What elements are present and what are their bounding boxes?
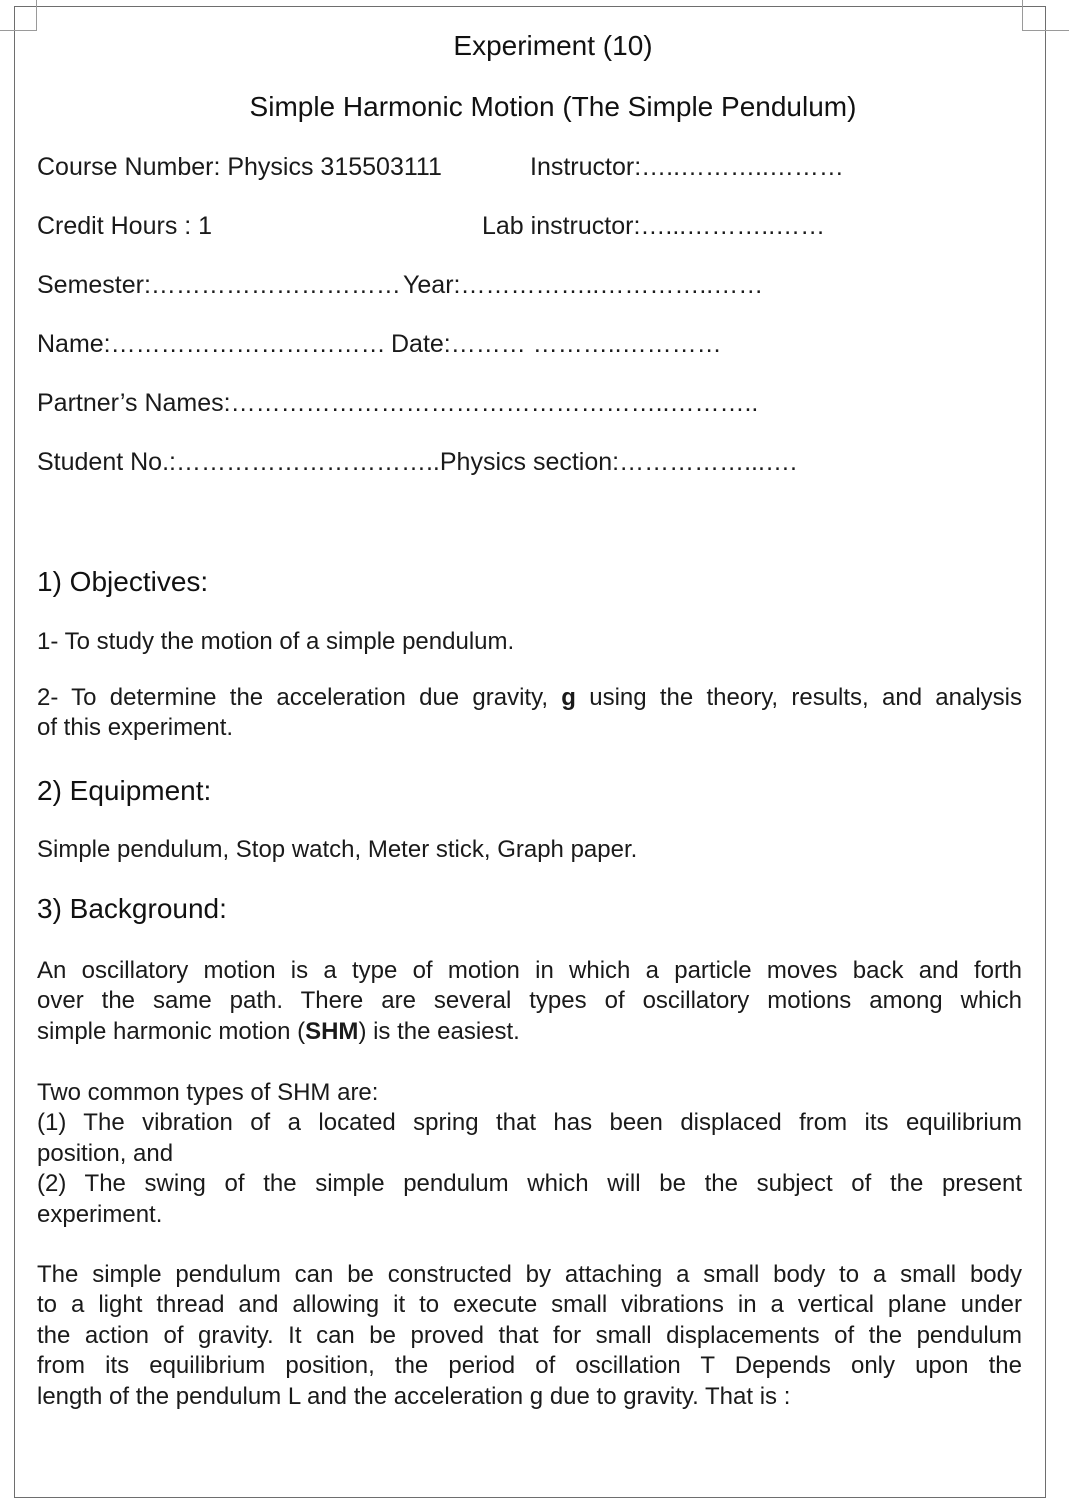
corner-mark-top-right — [1022, 0, 1069, 31]
background-heading: 3) Background: — [37, 893, 227, 924]
student-no-field: Student No.:…………………………..Physics section:……………...…. — [37, 448, 797, 476]
background-p3-line-5: length of the pendulum L and the acceleration g due to gravity. That is : — [37, 1382, 791, 1410]
experiment-title: Experiment (10) — [453, 30, 653, 61]
instructor-field: Instructor:…..………..……… — [530, 153, 844, 181]
background-p1-line-1: An oscillatory motion is a type of motion in which a particle moves back and forth — [37, 957, 1022, 984]
shm-abbreviation: SHM — [305, 1017, 359, 1045]
background-p3-line-4: from its equilibrium position, the period of oscillation T Depends only upon the — [37, 1352, 1022, 1380]
background-p1-line-2: over the same path. There are several types of oscillatory motions among which — [37, 987, 1022, 1015]
date-field: Date:……… ………..………… — [391, 330, 722, 358]
corner-mark-top-left — [0, 0, 37, 31]
equipment-heading: 2) Equipment: — [37, 775, 212, 806]
background-p3-line-1: The simple pendulum can be constructed by attaching a small body to a small body — [37, 1261, 1022, 1288]
objective-item-2 — [37, 683, 1022, 744]
credit-hours: Credit Hours : 1 — [37, 212, 213, 240]
objective-item-2-line-1: 2- To determine the acceleration due gravity, g using the theory, results, and analysis — [37, 684, 1023, 711]
partners-field: Partner’s Names:……………………………………………..……….. — [37, 389, 759, 417]
objective-item-2-line-2: of this experiment. — [37, 714, 234, 742]
course-number: Course Number: Physics 315503111 — [37, 153, 442, 181]
objective-item-1: 1- To study the motion of a simple pendulum. — [37, 628, 515, 655]
background-p3-line-2: to a light thread and allowing it to execute small vibrations in a vertical plane under — [37, 1291, 1022, 1319]
background-paragraph-3 — [37, 1260, 1022, 1412]
background-p2-line-4: (2) The swing of the simple pendulum which will be the subject of the present — [37, 1170, 1022, 1198]
gravity-symbol: g — [561, 684, 576, 711]
background-paragraph-1 — [37, 956, 1022, 1047]
background-p1-line-3: simple harmonic motion (SHM) is the easiest. — [37, 1017, 520, 1045]
semester-field: Semester:………………………… — [37, 271, 401, 299]
background-p2-line-2: (1) The vibration of a located spring that has been displaced from its equilibrium — [37, 1109, 1022, 1137]
background-p2-line-5: experiment. — [37, 1200, 163, 1228]
background-paragraph-2 — [37, 1078, 1022, 1230]
name-field: Name:…………………………… — [37, 330, 386, 358]
equipment-list: Simple pendulum, Stop watch, Meter stick, Graph paper. — [37, 836, 638, 863]
background-p2-line-3: position, and — [37, 1139, 174, 1167]
background-p2-line-1: Two common types of SHM are: — [37, 1079, 379, 1106]
background-p3-line-3: the action of gravity. It can be proved that for small displacements of the pendulum — [37, 1321, 1022, 1349]
year-field: Year:……………..…………..…… — [403, 271, 764, 299]
objectives-heading: 1) Objectives: — [37, 566, 209, 597]
lab-instructor-field: Lab instructor:…...………..…… — [482, 212, 826, 240]
experiment-subtitle: Simple Harmonic Motion (The Simple Pendulum) — [249, 91, 857, 122]
